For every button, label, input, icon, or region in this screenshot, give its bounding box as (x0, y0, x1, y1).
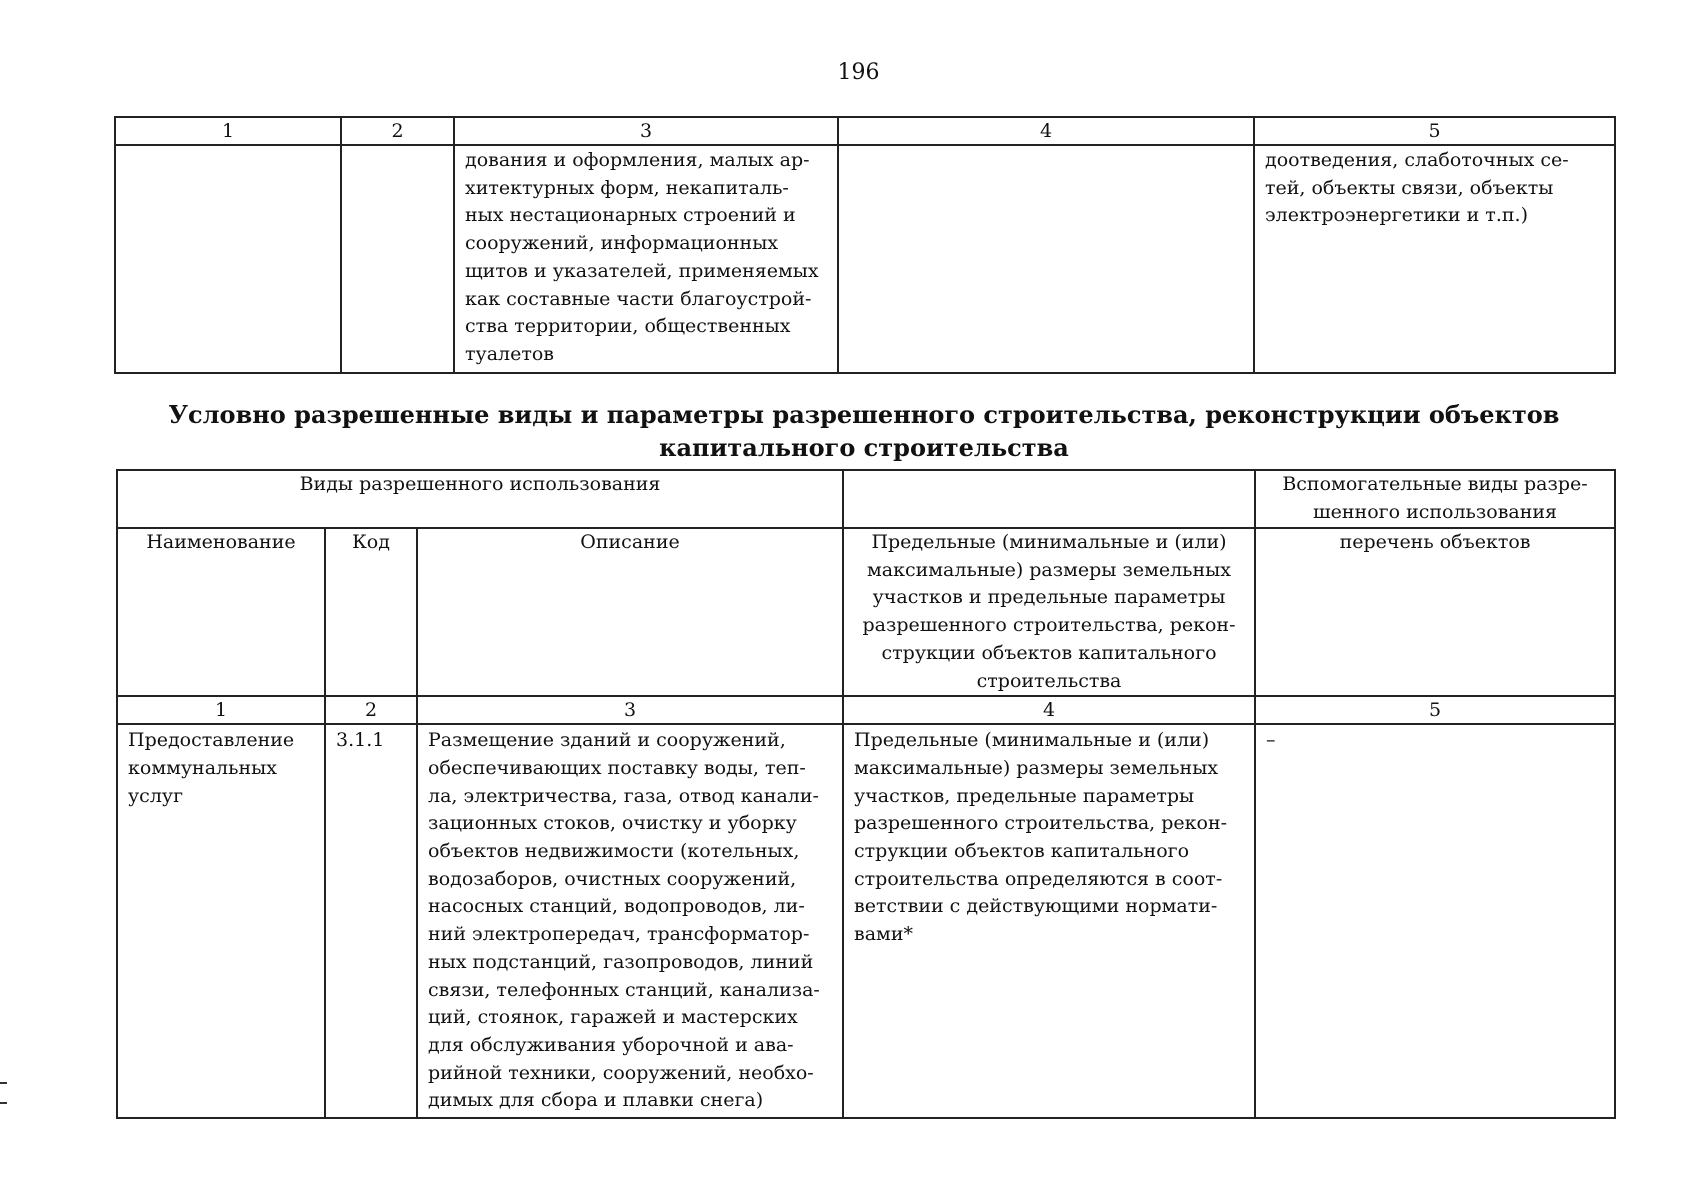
objects-column-header: перечень объектов (1255, 528, 1615, 696)
column-number-row (117, 696, 1615, 724)
column-number: 3 (454, 117, 838, 145)
column-number: 4 (843, 696, 1255, 724)
column-number: 5 (1255, 696, 1615, 724)
group-header-row (117, 470, 1615, 528)
description-column-header: Описание (417, 528, 843, 696)
name-column-header: Наименование (117, 528, 325, 696)
continuation-table (114, 116, 1616, 374)
margin-mark (0, 1102, 7, 1104)
empty-header-cell (843, 470, 1255, 528)
use-limits-cell: Предельные (минимальные и (или) максимальные) размеры земельных участков, предельные параметры разрешенного строительства, рекон- струкции объектов капитального строительства определяются в соот- ветствии с действующими нормати- вами* (843, 724, 1255, 1118)
use-objects-cell: – (1255, 724, 1615, 1118)
auxiliary-uses-header: Вспомогательные виды разре- шенного использования (1255, 470, 1615, 528)
table-cell (115, 145, 341, 373)
limits-column-header: Предельные (минимальные и (или) максимальные) размеры земельных участков и предельные параметры разрешенного строительства, рекон- струкции объектов капитального строительства (843, 528, 1255, 696)
column-number: 1 (117, 696, 325, 724)
auxiliary-text: доотведения, слаботочных се- тей, объекты связи, объекты электроэнергетики и т.п.) (1265, 149, 1569, 227)
auxiliary-cell (1254, 145, 1615, 373)
table-cell (838, 145, 1254, 373)
code-column-header: Код (325, 528, 417, 696)
table-row (117, 724, 1615, 1118)
margin-mark (0, 1082, 7, 1084)
use-name-cell: Предоставление коммунальных услуг (117, 724, 325, 1118)
column-header-row (117, 528, 1615, 696)
table-row (115, 145, 1615, 373)
column-number: 1 (115, 117, 341, 145)
section-heading: Условно разрешенные виды и параметры разрешенного строительства, реконструкции объектов капитального строительства (168, 400, 1560, 462)
permitted-uses-header: Виды разрешенного использования (117, 470, 843, 528)
description-cell (454, 145, 838, 373)
conditional-uses-table (116, 469, 1616, 1119)
use-description-cell: Размещение зданий и сооружений, обеспечивающих поставку воды, теп- ла, электричества, газа, отвод канали- зационных стоков, очистку и уборку объектов недвижимости (котельных, водозаборов, очистных сооружений, насосных станций, водопроводов, ли- ний электропередач, трансформатор- ных подстанций, газопроводов, линий связи, телефонных станций, канализа- ций, стоянок, гаражей и мастерских для обслуживания уборочной и ава- рийной техники, сооружений, необхо- димых для сбора и плавки снега) (417, 724, 843, 1118)
column-number: 3 (417, 696, 843, 724)
column-number: 4 (838, 117, 1254, 145)
description-text: дования и оформления, малых ар- хитектурных форм, некапиталь- ных нестационарных строений и сооружений, информационных щитов и указателей, применяемых как составные части благоустрой- ства территории, общественных туалетов (465, 149, 819, 365)
use-code-cell: 3.1.1 (325, 724, 417, 1118)
column-number: 2 (341, 117, 454, 145)
table-header-row (115, 117, 1615, 145)
page-number: 196 (837, 60, 880, 85)
column-number: 5 (1254, 117, 1615, 145)
column-number: 2 (325, 696, 417, 724)
table-cell (341, 145, 454, 373)
